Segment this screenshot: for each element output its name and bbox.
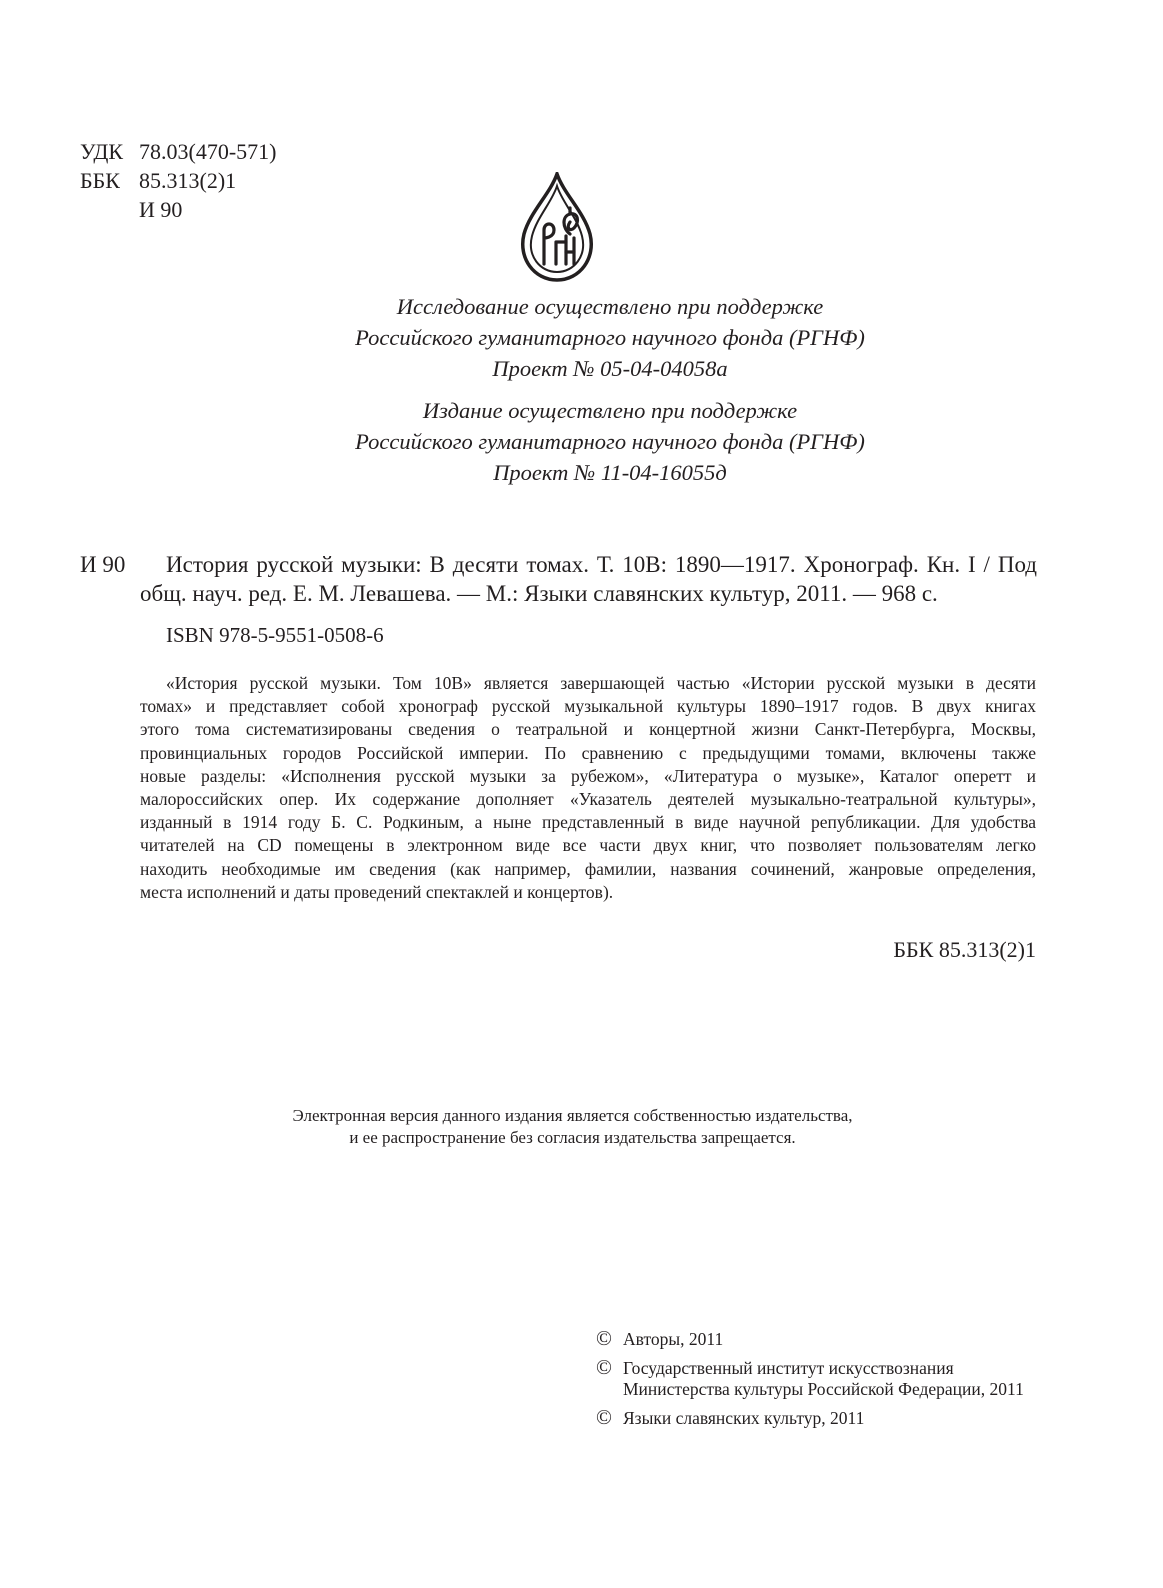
udk-value: 78.03(470-571) — [139, 139, 277, 164]
copyright-icon: © — [596, 1405, 612, 1429]
copyright-publisher-text: Языки славянских культур, 2011 — [623, 1408, 865, 1428]
author-mark-row — [80, 197, 182, 223]
research-support-line2: Российского гуманитарного научного фонда (РГНФ) — [355, 325, 865, 350]
annotation — [140, 672, 1036, 904]
notice-line2: и ее распространение без согласия издательства запрещается. — [349, 1128, 796, 1147]
bbk-row — [80, 168, 236, 194]
annotation-line: места исполнений и даты проведений спектаклей и концертов). — [140, 881, 614, 902]
research-support-block — [180, 291, 1040, 384]
annotation-line: томах» и представляет собой хронограф русской музыкальной культуры 1890–1917 годов. В двух книгах — [140, 696, 1036, 717]
rgnf-logo-icon — [518, 172, 596, 284]
udk-row — [80, 139, 276, 165]
edition-support-block — [180, 395, 1040, 488]
annotation-line: читателей на CD помещены в электронном виде все части двух книг, что позволяет пользователям легко — [140, 835, 1036, 856]
annotation-line: этого тома систематизированы сведения о театральной и концертной жизни Санкт-Петербурга, Москвы, — [140, 719, 1036, 740]
copyright-authors — [596, 1327, 723, 1350]
bbk-footer: ББК 85.313(2)1 — [893, 937, 1036, 962]
copyright-icon: © — [596, 1326, 612, 1350]
bibliography-line2: общ. науч. ред. Е. М. Левашева. — М.: Языки славянских культур, 2011. — 968 с. — [140, 581, 938, 606]
copyright-institute-line1: Государственный институт искусствознания — [623, 1358, 954, 1378]
bibliography-code: И 90 — [80, 552, 126, 577]
annotation-line: «История русской музыки. Том 10В» является завершающей частью «Истории русской музыки в десяти — [166, 673, 1036, 693]
edition-support-line1: Издание осуществлено при поддержке — [422, 398, 798, 423]
edition-project-number: Проект № 11-04-16055д — [493, 460, 727, 485]
bbk-value: 85.313(2)1 — [139, 168, 237, 193]
annotation-line: находить необходимые им сведения (как например, фамилии, названия сочинений, жанровые определения, — [140, 858, 1036, 879]
udk-label: УДК — [80, 139, 124, 164]
copyright-icon: © — [596, 1355, 612, 1379]
copyright-authors-text: Авторы, 2011 — [623, 1329, 724, 1349]
annotation-line: изданный в 1914 году Б. С. Родкиным, а ныне представленный в виде научной републикации. Для удобства — [140, 812, 1036, 833]
copyright-institute — [596, 1356, 954, 1379]
notice-line1: Электронная версия данного издания является собственностью издательства, — [292, 1106, 853, 1125]
author-mark: И 90 — [139, 197, 183, 222]
electronic-version-notice — [200, 1105, 945, 1149]
edition-support-line2: Российского гуманитарного научного фонда (РГНФ) — [355, 429, 865, 454]
annotation-line: провинциальных городов Российской империи. По сравнению с предыдущими томами, включены также — [140, 742, 1036, 763]
research-project-number: Проект № 05-04-04058а — [492, 356, 728, 381]
research-support-line1: Исследование осуществлено при поддержке — [396, 294, 824, 319]
bbk-label: ББК — [80, 168, 120, 193]
annotation-line: малороссийских опер. Их содержание дополняет «Указатель деятелей музыкально-театральной культуры», — [140, 789, 1036, 810]
bibliography-line1: История русской музыки: В десяти томах. Т. 10В: 1890—1917. Хронограф. Кн. I / Под — [166, 552, 1037, 577]
copyright-institute-continued — [596, 1378, 1024, 1400]
isbn: ISBN 978-5-9551-0508-6 — [166, 623, 384, 647]
copyright-publisher — [596, 1406, 864, 1429]
annotation-line: новые разделы: «Исполнения русской музыки за рубежом», «Литература о музыке», Каталог оперетт и — [140, 765, 1036, 786]
copyright-institute-line2: Министерства культуры Российской Федерации, 2011 — [623, 1379, 1024, 1399]
